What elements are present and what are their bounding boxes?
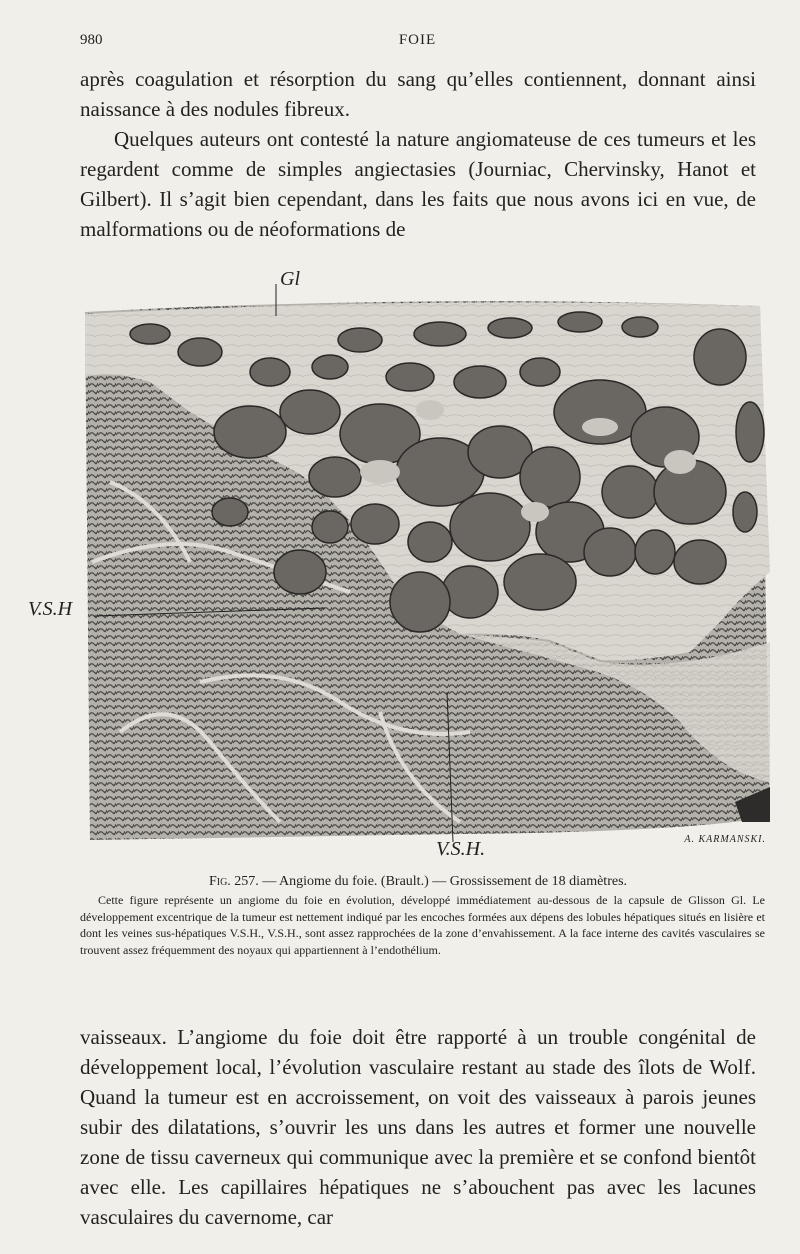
page-number: 980 bbox=[80, 32, 103, 48]
paragraph-angiomatous-nature: Quelques auteurs ont contesté la nature angiomateuse de ces tumeurs et les regardent comme de simples angiectasies (Journiac, Chervinsky, Hanot et Gilbert). Il s’agit bien cependant, dans les faits que nous avons ici en vue, de malformations ou de néoformations de bbox=[80, 127, 756, 241]
engraver-signature: A. KARMANSKI. bbox=[684, 834, 766, 845]
figure-257 bbox=[28, 262, 770, 862]
figure-caption-title bbox=[80, 874, 756, 890]
histology-plate bbox=[80, 262, 770, 862]
figure-number: Fig. 257. bbox=[208, 874, 259, 889]
paragraph-continuation: après coagulation et résorption du sang qu’elles contiennent, donnant ainsi naissance à des nodules fibreux. bbox=[80, 67, 756, 121]
running-head: FOIE bbox=[398, 32, 437, 48]
paragraph-congenital-origin: vaisseaux. L’angiome du foie doit être rapporté à un trouble congénital de développement local, l’évolution vasculaire restant au stade des îlots de Wolf. Quand la tumeur est en accroissement, on voit des vaisseaux à parois jeunes subir des dilatations, s’ouvrir les uns dans les autres et former une nouvelle zone de tissu caverneux qui communique avec la première et se confond bientôt avec elle. Les capillaires hépatiques ne s’abouchent pas avec les lacunes vasculaires du cavernome, car bbox=[80, 1025, 756, 1229]
figure-caption-body: Cette figure représente un angiome du foie en évolution, développé immédiatement au-dessous de la capsule de Glisson Gl. Le développement excentrique de la tumeur est nettement indiqué par les encoches formées aux dépens des lobules hépatiques situés en lisière et dont les veines sus-hépatiques V.S.H., V.S.H., sont assez rapprochées de la zone d’envahissement. A la face interne des cavités vasculaires se trouvent assez fréquemment des noyaux qui appartiennent à l’endothélium. bbox=[80, 893, 765, 957]
label-gl: Gl bbox=[280, 268, 300, 290]
label-vsh-bottom: V.S.H. bbox=[436, 838, 486, 860]
figure-title: — Angiome du foie. (Brault.) — Grossissement de 18 diamètres. bbox=[258, 874, 628, 889]
page-header bbox=[80, 32, 755, 54]
label-vsh-left: V.S.H bbox=[28, 598, 73, 620]
